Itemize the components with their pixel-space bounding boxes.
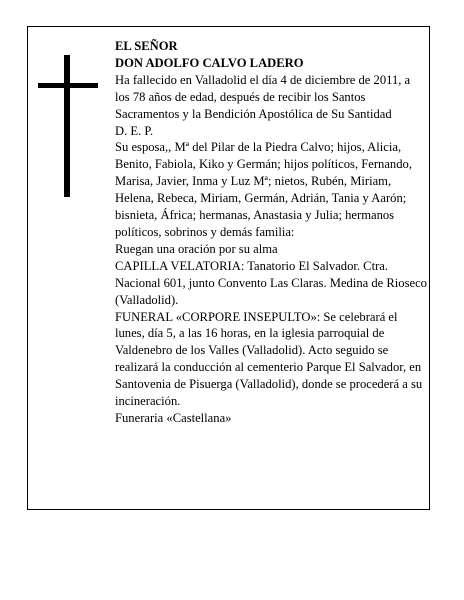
deceased-name: DON ADOLFO CALVO LADERO (115, 55, 304, 70)
death-announcement: Ha fallecido en Valladolid el día 4 de diciembre de 2011, a los 78 años de edad, después de recibir los Santos Sacramentos y la Bendición Apostólica de Su Santidad (115, 72, 411, 121)
cross-horizontal-bar (38, 83, 98, 88)
funeral-home: Funeraria «Castellana» (115, 410, 232, 425)
family-mourners: Su esposa,, Mª del Pilar de la Piedra Calvo; hijos, Alicia, Benito, Fabiola, Kiko y Germán; hijos políticos, Fernando, Marisa, Javier, Inma y Luz Mª; nietos, Rubén, Miriam, Helena, Rebeca, Miriam, Germán, Adrián, Tania y Aarón; bisnieta, África; hermanas, Anastasia y Julia; hermanos políticos, sobrinos y demás familia: (115, 140, 412, 239)
cross-icon (38, 55, 98, 197)
funeral-chapel-info: CAPILLA VELATORIA: Tanatorio El Salvador. Ctra. Nacional 601, junto Convento Las Claras. Medina de Rioseco (Valladolid). (115, 258, 427, 307)
rip-line: D. E. P. (115, 123, 154, 138)
cross-vertical-bar (64, 55, 70, 197)
prayer-request: Ruegan una oración por su alma (115, 241, 278, 256)
obituary-text (115, 38, 427, 427)
heading-title: EL SEÑOR (115, 39, 178, 53)
funeral-service-info: FUNERAL «CORPORE INSEPULTO»: Se celebrará el lunes, día 5, a las 16 horas, en la iglesia parroquial de Valdenebro de los Valles (Valladolid). Acto seguido se realizará la conducción al cementerio Parque El Salvador, en Santovenia de Pisuerga (Valladolid), donde se procederá a su incineración. (115, 309, 423, 409)
